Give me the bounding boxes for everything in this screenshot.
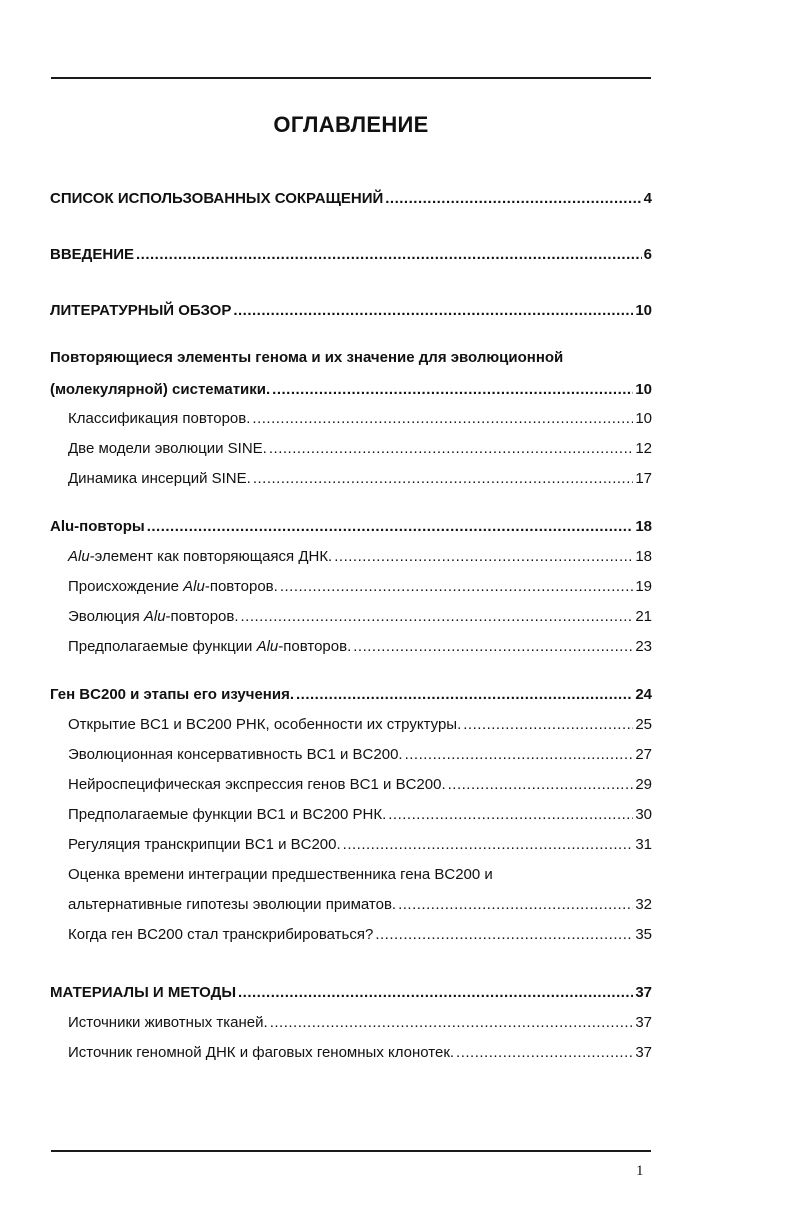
toc-leader [375, 926, 633, 944]
toc-leader [233, 302, 633, 320]
toc-entry-page: 10 [635, 302, 652, 319]
toc-leader [448, 776, 634, 794]
toc-entry-label: альтернативные гипотезы эволюции приматов. [68, 896, 397, 913]
toc-entry-page: 37 [635, 984, 652, 1001]
toc-leader [343, 836, 634, 854]
page-number: 1 [636, 1163, 644, 1179]
toc-entry-alu-element[interactable] [68, 548, 652, 566]
toc-entry-page: 10 [635, 410, 652, 427]
toc-leader [241, 608, 634, 626]
toc-entry-label: МАТЕРИАЛЫ И МЕТОДЫ [50, 984, 237, 1001]
toc-entry-page: 12 [635, 440, 652, 457]
toc-entry-page: 37 [635, 1014, 652, 1031]
toc-entry-label: Предполагаемые функции Alu-повторов. [68, 638, 352, 655]
toc-entry-bc200-transcription[interactable] [68, 926, 652, 944]
toc-leader [252, 410, 633, 428]
toc-entry-page: 18 [635, 518, 652, 535]
toc-entry-bc200-gene[interactable] [50, 686, 652, 704]
toc-entry-label: Открытие BC1 и BC200 РНК, особенности их структуры. [68, 716, 462, 733]
toc-entry-label: Предполагаемые функции BC1 и BC200 РНК. [68, 806, 387, 823]
toc-entry-page: 6 [643, 246, 652, 263]
toc-entry-page: 30 [635, 806, 652, 823]
toc-entry-label: Нейроспецифическая экспрессия генов BC1 и BC200. [68, 776, 446, 793]
toc-leader [405, 746, 634, 764]
toc-leader [463, 716, 633, 734]
toc-entry-page: 17 [635, 470, 652, 487]
toc-entry-bc-regulation[interactable] [68, 836, 652, 854]
toc-entry-bc200-timing-line1[interactable] [68, 866, 652, 884]
toc-leader [296, 686, 633, 704]
toc-entry-alu-evolution[interactable] [68, 608, 652, 626]
toc-leader [253, 470, 634, 488]
toc-entry-page: 24 [635, 686, 652, 703]
toc-entry-bc-functions[interactable] [68, 806, 652, 824]
toc-entry-label: Ген BC200 и этапы его изучения. [50, 686, 294, 703]
page-title: ОГЛАВЛЕНИЕ [273, 112, 429, 137]
toc-entry-label: ЛИТЕРАТУРНЫЙ ОБЗОР [50, 302, 232, 319]
toc-leader [269, 440, 633, 458]
toc-leader [280, 578, 634, 596]
toc-leader [385, 190, 641, 208]
toc-entry-label: Две модели эволюции SINE. [68, 440, 267, 457]
toc-entry-dna-sources[interactable] [68, 1044, 652, 1062]
toc-entry-alu-origin[interactable] [68, 578, 652, 596]
toc-leader [456, 1044, 633, 1062]
toc-entry-page: 19 [635, 578, 652, 595]
toc-entry-label: Происхождение Alu-повторов. [68, 578, 278, 595]
toc-entry-page: 35 [635, 926, 652, 943]
toc-entry-bc-discovery[interactable] [68, 716, 652, 734]
toc-entry-page: 31 [635, 836, 652, 853]
toc-entry-abbreviations[interactable] [50, 190, 652, 208]
toc-entry-sine-dynamics[interactable] [68, 470, 652, 488]
toc-entry-page: 27 [635, 746, 652, 763]
toc-entry-label: Alu-повторы [50, 518, 145, 535]
toc-entry-repeats-line2[interactable] [50, 381, 652, 399]
toc-entry-bc-expression[interactable] [68, 776, 652, 794]
toc-leader [398, 896, 633, 914]
toc-entry-page: 37 [635, 1044, 652, 1061]
toc-entry-sine-models[interactable] [68, 440, 652, 458]
toc-entry-label: Источники животных тканей. [68, 1014, 268, 1031]
toc-leader [136, 246, 642, 264]
toc-entry-tissue-sources[interactable] [68, 1014, 652, 1032]
toc-entry-label: СПИСОК ИСПОЛЬЗОВАННЫХ СОКРАЩЕНИЙ [50, 190, 384, 207]
toc-leader [147, 518, 634, 536]
toc-entry-label: Оценка времени интеграции предшественника гена BC200 и [68, 866, 493, 883]
toc-entry-page: 29 [635, 776, 652, 793]
toc-entry-label: Регуляция транскрипции BC1 и BC200. [68, 836, 341, 853]
toc-entry-label: Эволюционная консервативность BC1 и BC200. [68, 746, 403, 763]
toc-entry-repeats-line1[interactable] [50, 349, 652, 367]
bottom-rule [51, 1150, 651, 1152]
toc-entry-label: Alu-элемент как повторяющаяся ДНК. [68, 548, 333, 565]
toc-entry-label: Когда ген BC200 стал транскрибироваться? [68, 926, 374, 943]
toc-entry-label: ВВЕДЕНИЕ [50, 246, 134, 263]
top-rule [51, 77, 651, 79]
toc-leader [388, 806, 633, 824]
toc-entry-bc200-timing-line2[interactable] [68, 896, 652, 914]
toc-entry-alu-functions[interactable] [68, 638, 652, 656]
toc-leader [272, 381, 633, 399]
toc-entry-alu-repeats[interactable] [50, 518, 652, 536]
toc-leader [270, 1014, 634, 1032]
toc-entry-page: 23 [635, 638, 652, 655]
toc-entry-page: 10 [635, 381, 652, 398]
toc-entry-classification[interactable] [68, 410, 652, 428]
toc-leader [238, 984, 633, 1002]
toc-entry-page: 4 [643, 190, 652, 207]
toc-leader [334, 548, 633, 566]
toc-entry-label: Источник геномной ДНК и фаговых геномных клонотек. [68, 1044, 455, 1061]
toc-entry-page: 32 [635, 896, 652, 913]
toc-leader [353, 638, 633, 656]
toc-entry-page: 21 [635, 608, 652, 625]
toc-entry-bc-conservation[interactable] [68, 746, 652, 764]
toc-entry-introduction[interactable] [50, 246, 652, 264]
toc-entry-label: (молекулярной) систематики. [50, 381, 271, 398]
toc-entry-label: Повторяющиеся элементы генома и их значение для эволюционной [50, 349, 564, 366]
toc-entry-materials-methods[interactable] [50, 984, 652, 1002]
toc-entry-label: Классификация повторов. [68, 410, 251, 427]
toc-entry-literature-review[interactable] [50, 302, 652, 320]
toc-entry-label: Эволюция Alu-повторов. [68, 608, 239, 625]
toc-entry-label: Динамика инсерций SINE. [68, 470, 251, 487]
toc-entry-page: 18 [635, 548, 652, 565]
toc-entry-page: 25 [635, 716, 652, 733]
